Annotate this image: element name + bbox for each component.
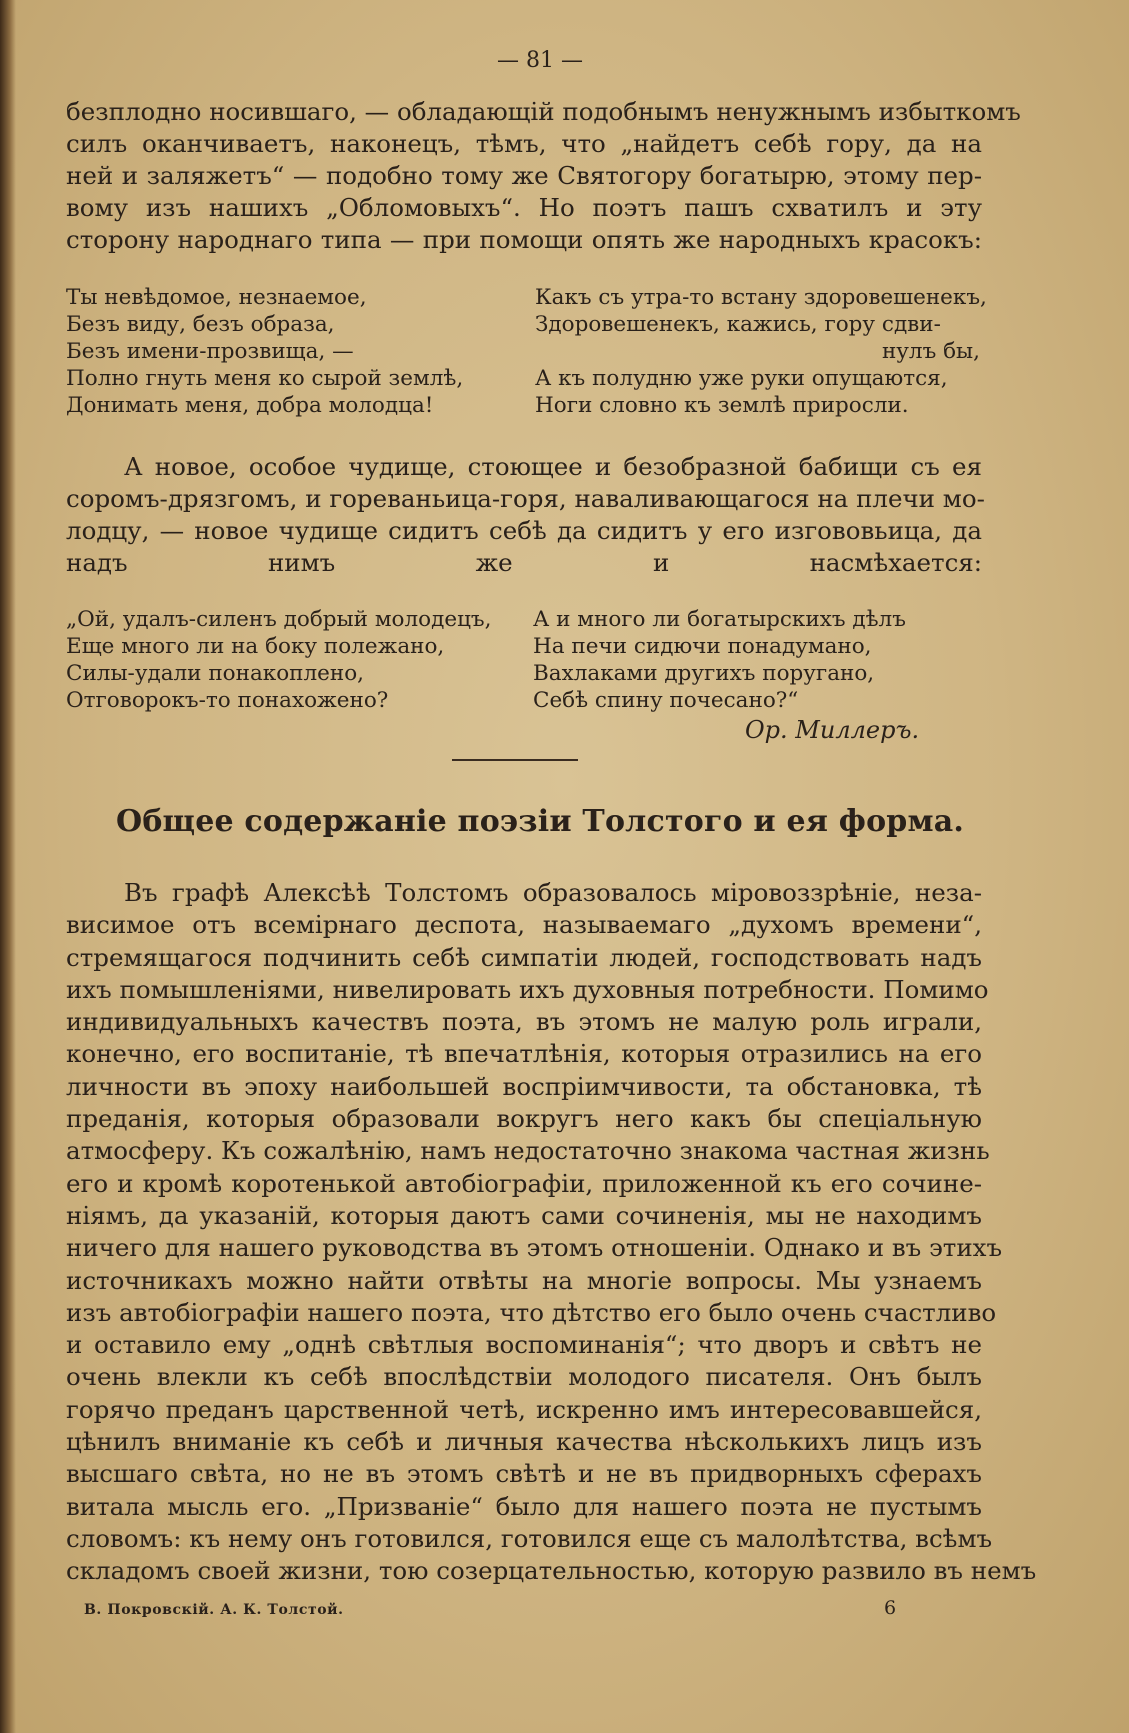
text-line: его и кромѣ коротенькой автобіографіи, приложенной къ его сочине- [66, 1168, 982, 1198]
text-line: витала мысль его. „Призваніе“ было для нашего поэта не пустымъ [66, 1491, 982, 1521]
text-line: А новое, особое чудище, стоющее и безобразной бабищи съ ея [124, 452, 982, 481]
text-line: индивидуальныхъ качествъ поэта, въ этомъ не малую роль играли, [66, 1007, 982, 1037]
verse-line: Донимать меня, добра молодца! [66, 393, 434, 418]
text-line: силъ оканчиваетъ, наконецъ, тѣмъ, что „найдетъ себѣ гору, да на [66, 129, 982, 158]
text-line: лодцу, — новое чудище сидитъ себѣ да сидитъ у его изгововьица, да [66, 516, 982, 545]
text-line: и оставило ему „однѣ свѣтлыя воспоминанія“; что дворъ и свѣтъ не [66, 1330, 982, 1360]
verse-1-right [535, 284, 987, 419]
text-line: ничего для нашего руководства въ этомъ отношеніи. Однако и въ этихъ [66, 1233, 1003, 1263]
text-line: безплодно носившаго, — обладающій подобнымъ ненужнымъ избыткомъ [66, 97, 1021, 126]
verse-1-left [66, 284, 463, 419]
text-line: ней и заляжетъ“ — подобно тому же Святогору богатырю, этому пер- [66, 161, 982, 190]
text-line: очень влекли къ себѣ впослѣдствіи молодого писателя. Онъ былъ [66, 1362, 982, 1392]
verse-line: А къ полудню уже руки опущаются, [535, 366, 948, 391]
text-line: стремящагося подчинить себѣ симпатіи людей, господствовать надъ [66, 942, 982, 972]
verse-line: Вахлаками другихъ поругано, [533, 661, 875, 686]
verse-line: А и много ли богатырскихъ дѣлъ [533, 607, 906, 632]
verse-line: Безъ виду, безъ образа, [66, 312, 335, 337]
verse-line: Себѣ спину почесано?“ [533, 688, 799, 713]
verse-line: На печи сидючи понадумано, [533, 634, 872, 659]
paragraph-3 [66, 877, 1037, 1588]
paragraph-2 [66, 451, 985, 579]
text-line: конечно, его воспитаніе, тѣ впечатлѣнія, которыя отразились на его [66, 1039, 982, 1069]
verse-line: нулъ бы, [881, 339, 980, 364]
text-line: горячо преданъ царственной четѣ, искренно имъ интересовавшейся, [66, 1394, 982, 1424]
text-line: источникахъ можно найти отвѣты на многіе вопросы. Мы узнаемъ [66, 1265, 982, 1295]
verse-line: „Ой, удалъ-силенъ добрый молодецъ, [66, 607, 492, 632]
verse-line: Здоровешенекъ, кажись, гору сдви- [535, 312, 941, 337]
text-line: словомъ: къ нему онъ готовился, готовился еще съ малолѣтства, всѣмъ [66, 1523, 993, 1553]
verse-line: Еще много ли на боку полежано, [66, 634, 445, 659]
page-number: — 81 — [497, 48, 583, 73]
text-line: висимое отъ всемірнаго деспота, называемаго „духомъ времени“, [66, 910, 982, 940]
section-heading: Общее содержаніе поэзіи Толстого и ея форма. [115, 804, 964, 839]
text-line: высшаго свѣта, но не въ этомъ свѣтѣ и не въ придворныхъ сферахъ [66, 1459, 982, 1489]
binding-shadow [0, 0, 16, 1733]
verse-line: Ноги словно къ землѣ приросли. [535, 393, 909, 418]
text-line: сторону народнаго типа — при помощи опять же народныхъ красокъ: [66, 225, 982, 254]
author-signature: Ор. Миллеръ. [745, 716, 920, 744]
verse-2-left [66, 606, 491, 714]
verse-line: Силы-удали понакоплено, [66, 661, 364, 686]
verse-line: Какъ съ утра-то встану здоровешенекъ, [535, 285, 987, 310]
text-line: вому изъ нашихъ „Обломовыхъ“. Но поэтъ пашъ схватилъ и эту [66, 193, 982, 222]
verse-2-right [533, 606, 906, 714]
footer-signature: В. Покровскій. А. К. Толстой. [84, 1602, 344, 1618]
text-line: преданія, которыя образовали вокругъ него какъ бы спеціальную [66, 1104, 982, 1134]
text-line: соромъ-дрязгомъ, и гореваньица-горя, наваливающагося на плечи мо- [66, 484, 985, 513]
text-line: Въ графѣ Алексѣѣ Толстомъ образовалось міровоззрѣніе, неза- [124, 878, 982, 907]
text-line: личности въ эпоху наибольшей воспріимчивости, та обстановка, тѣ [66, 1071, 982, 1101]
section-divider [452, 759, 578, 761]
text-line: ихъ помышленіями, нивелировать ихъ духовныя потребности. Помимо [66, 974, 989, 1004]
text-line: атмосферу. Къ сожалѣнію, намъ недостаточно знакома частная жизнь [66, 1136, 990, 1166]
text-line: складомъ своей жизни, тою созерцательностью, которую развило въ немъ [66, 1556, 1037, 1586]
text-line: ніямъ, да указаній, которыя даютъ сами сочиненія, мы не находимъ [66, 1200, 982, 1230]
text-line: надъ нимъ же и насмѣхается: [66, 548, 982, 577]
verse-line: Полно гнуть меня ко сырой землѣ, [66, 366, 464, 391]
verse-line: Безъ имени-прозвища, — [66, 339, 354, 364]
verse-line: Отговорокъ-то понахожено? [66, 688, 389, 713]
verse-line: Ты невѣдомое, незнаемое, [66, 285, 367, 310]
text-line: цѣнилъ вниманіе къ себѣ и личныя качества нѣсколькихъ лицъ изъ [66, 1427, 982, 1457]
text-line: изъ автобіографіи нашего поэта, что дѣтство его было очень счастливо [66, 1297, 997, 1327]
signature-mark: 6 [884, 1597, 897, 1619]
paragraph-1 [66, 96, 1021, 256]
